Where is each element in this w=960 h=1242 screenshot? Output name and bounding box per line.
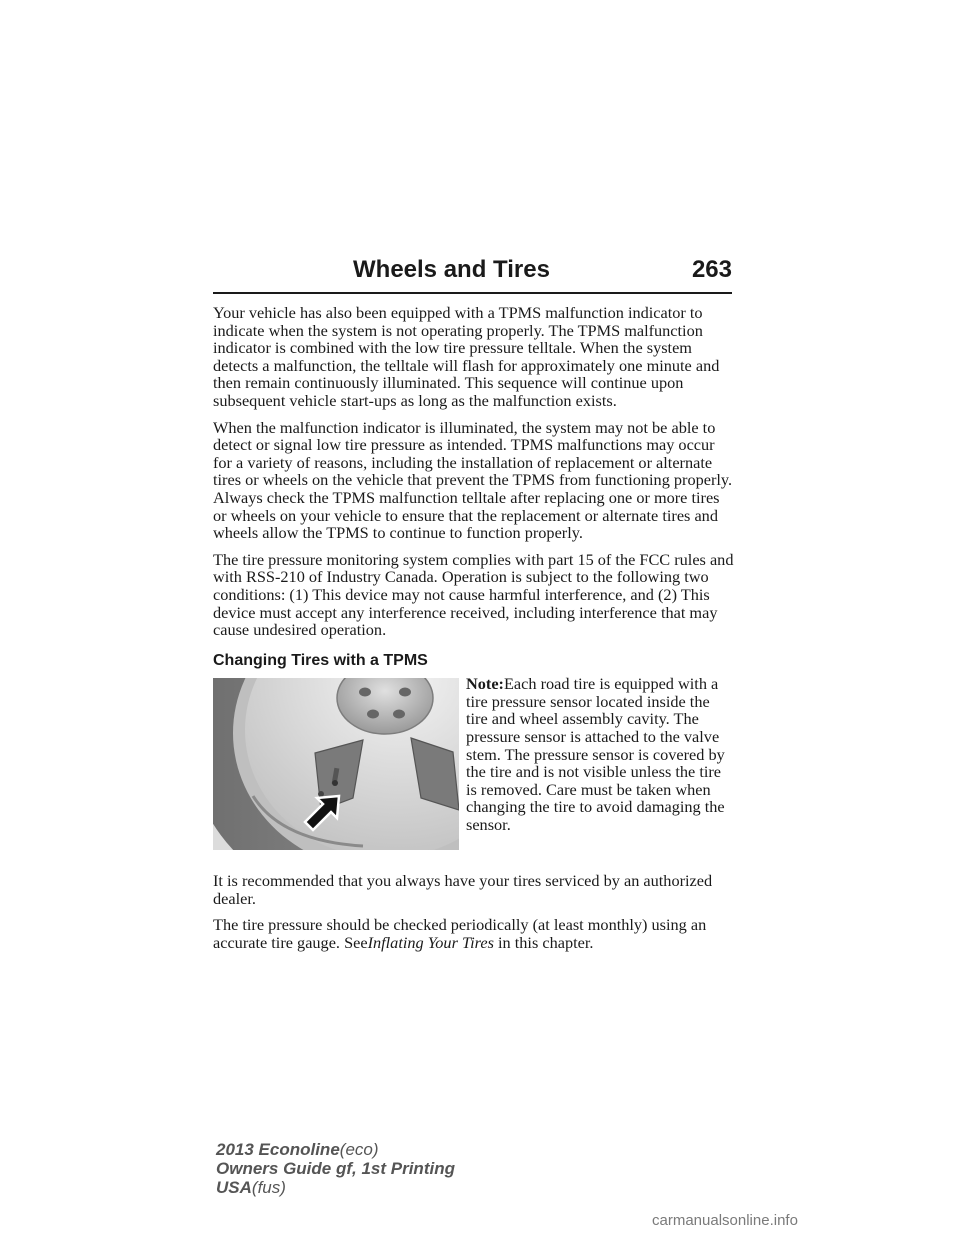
footer-line-2: [216, 1159, 455, 1178]
note-block: [466, 675, 726, 833]
paragraph-fcc-compliance: The tire pressure monitoring system complies with part 15 of the FCC rules and with RSS-210 of Industry Canada. Operation is subject to the following two conditions: (1) This device may not cause harmful interference, and (2) This device must accept any interference received, including interference that may cause undesired operation.: [213, 549, 734, 640]
footer-model: 2013 Econoline: [216, 1140, 340, 1159]
footer-line-3: [216, 1178, 455, 1197]
header-divider: [213, 292, 732, 294]
page-number: 263: [691, 256, 732, 283]
tire-pressure-sensor-illustration: [213, 678, 459, 850]
footer-region: USA: [216, 1178, 252, 1197]
watermark: carmanualsonline.info: [652, 1212, 798, 1229]
footer-region-code: (fus): [251, 1178, 286, 1197]
section-heading: Changing Tires with a TPMS: [213, 651, 428, 669]
cross-reference-link[interactable]: Inflating Your Tires: [367, 933, 494, 953]
footer-model-code: (eco): [339, 1140, 379, 1159]
pressure-check-text: The tire pressure should be checked periodically (at least monthly) using an accurate tire gauge. See: [213, 915, 707, 953]
note-label: Note:: [466, 674, 504, 694]
footer: [216, 1140, 455, 1197]
paragraph-malfunction-indicator: Your vehicle has also been equipped with a TPMS malfunction indicator to indicate when the system is not operating properly. The TPMS malfunction indicator is combined with the low tire pressure telltale. When the system detects a malfunction, the telltale will flash for approximately one minute and then remain continuously illuminated. This sequence will continue upon subsequent vehicle start-ups as long as the malfunction exists.: [213, 303, 720, 410]
body-text: [213, 304, 735, 961]
page-title: Wheels and Tires: [353, 256, 550, 283]
paragraph-pressure-check: [213, 916, 735, 951]
pressure-check-text-end: in this chapter.: [498, 933, 594, 953]
paragraph-malfunction-causes: When the malfunction indicator is illuminated, the system may not be able to detect or signal low tire pressure as intended. TPMS malfunctions may occur for a variety of reasons, including the installation of replacement or alternate tires or wheels on the vehicle that prevent the TPMS from functioning properly. Always check the TPMS malfunction telltale after replacing one or more tires or wheels on your vehicle to ensure that the replacement or alternate tires and wheels allow the TPMS to continue to function properly.: [213, 417, 733, 543]
footer-guide: Owners Guide gf, 1st Printing: [216, 1159, 455, 1178]
figure-row: [213, 675, 735, 865]
paragraph-dealer-service: It is recommended that you always have your tires serviced by an authorized dealer.: [213, 871, 713, 908]
note-text: Each road tire is equipped with a tire pressure sensor located inside the tire and wheel assembly cavity. The pressure sensor is attached to the valve stem. The pressure sensor is covered by the tire and is not visible unless the tire is removed. Care must be taken when changing the tire to avoid damaging the sensor.: [466, 674, 725, 835]
footer-line-1: [216, 1140, 455, 1159]
